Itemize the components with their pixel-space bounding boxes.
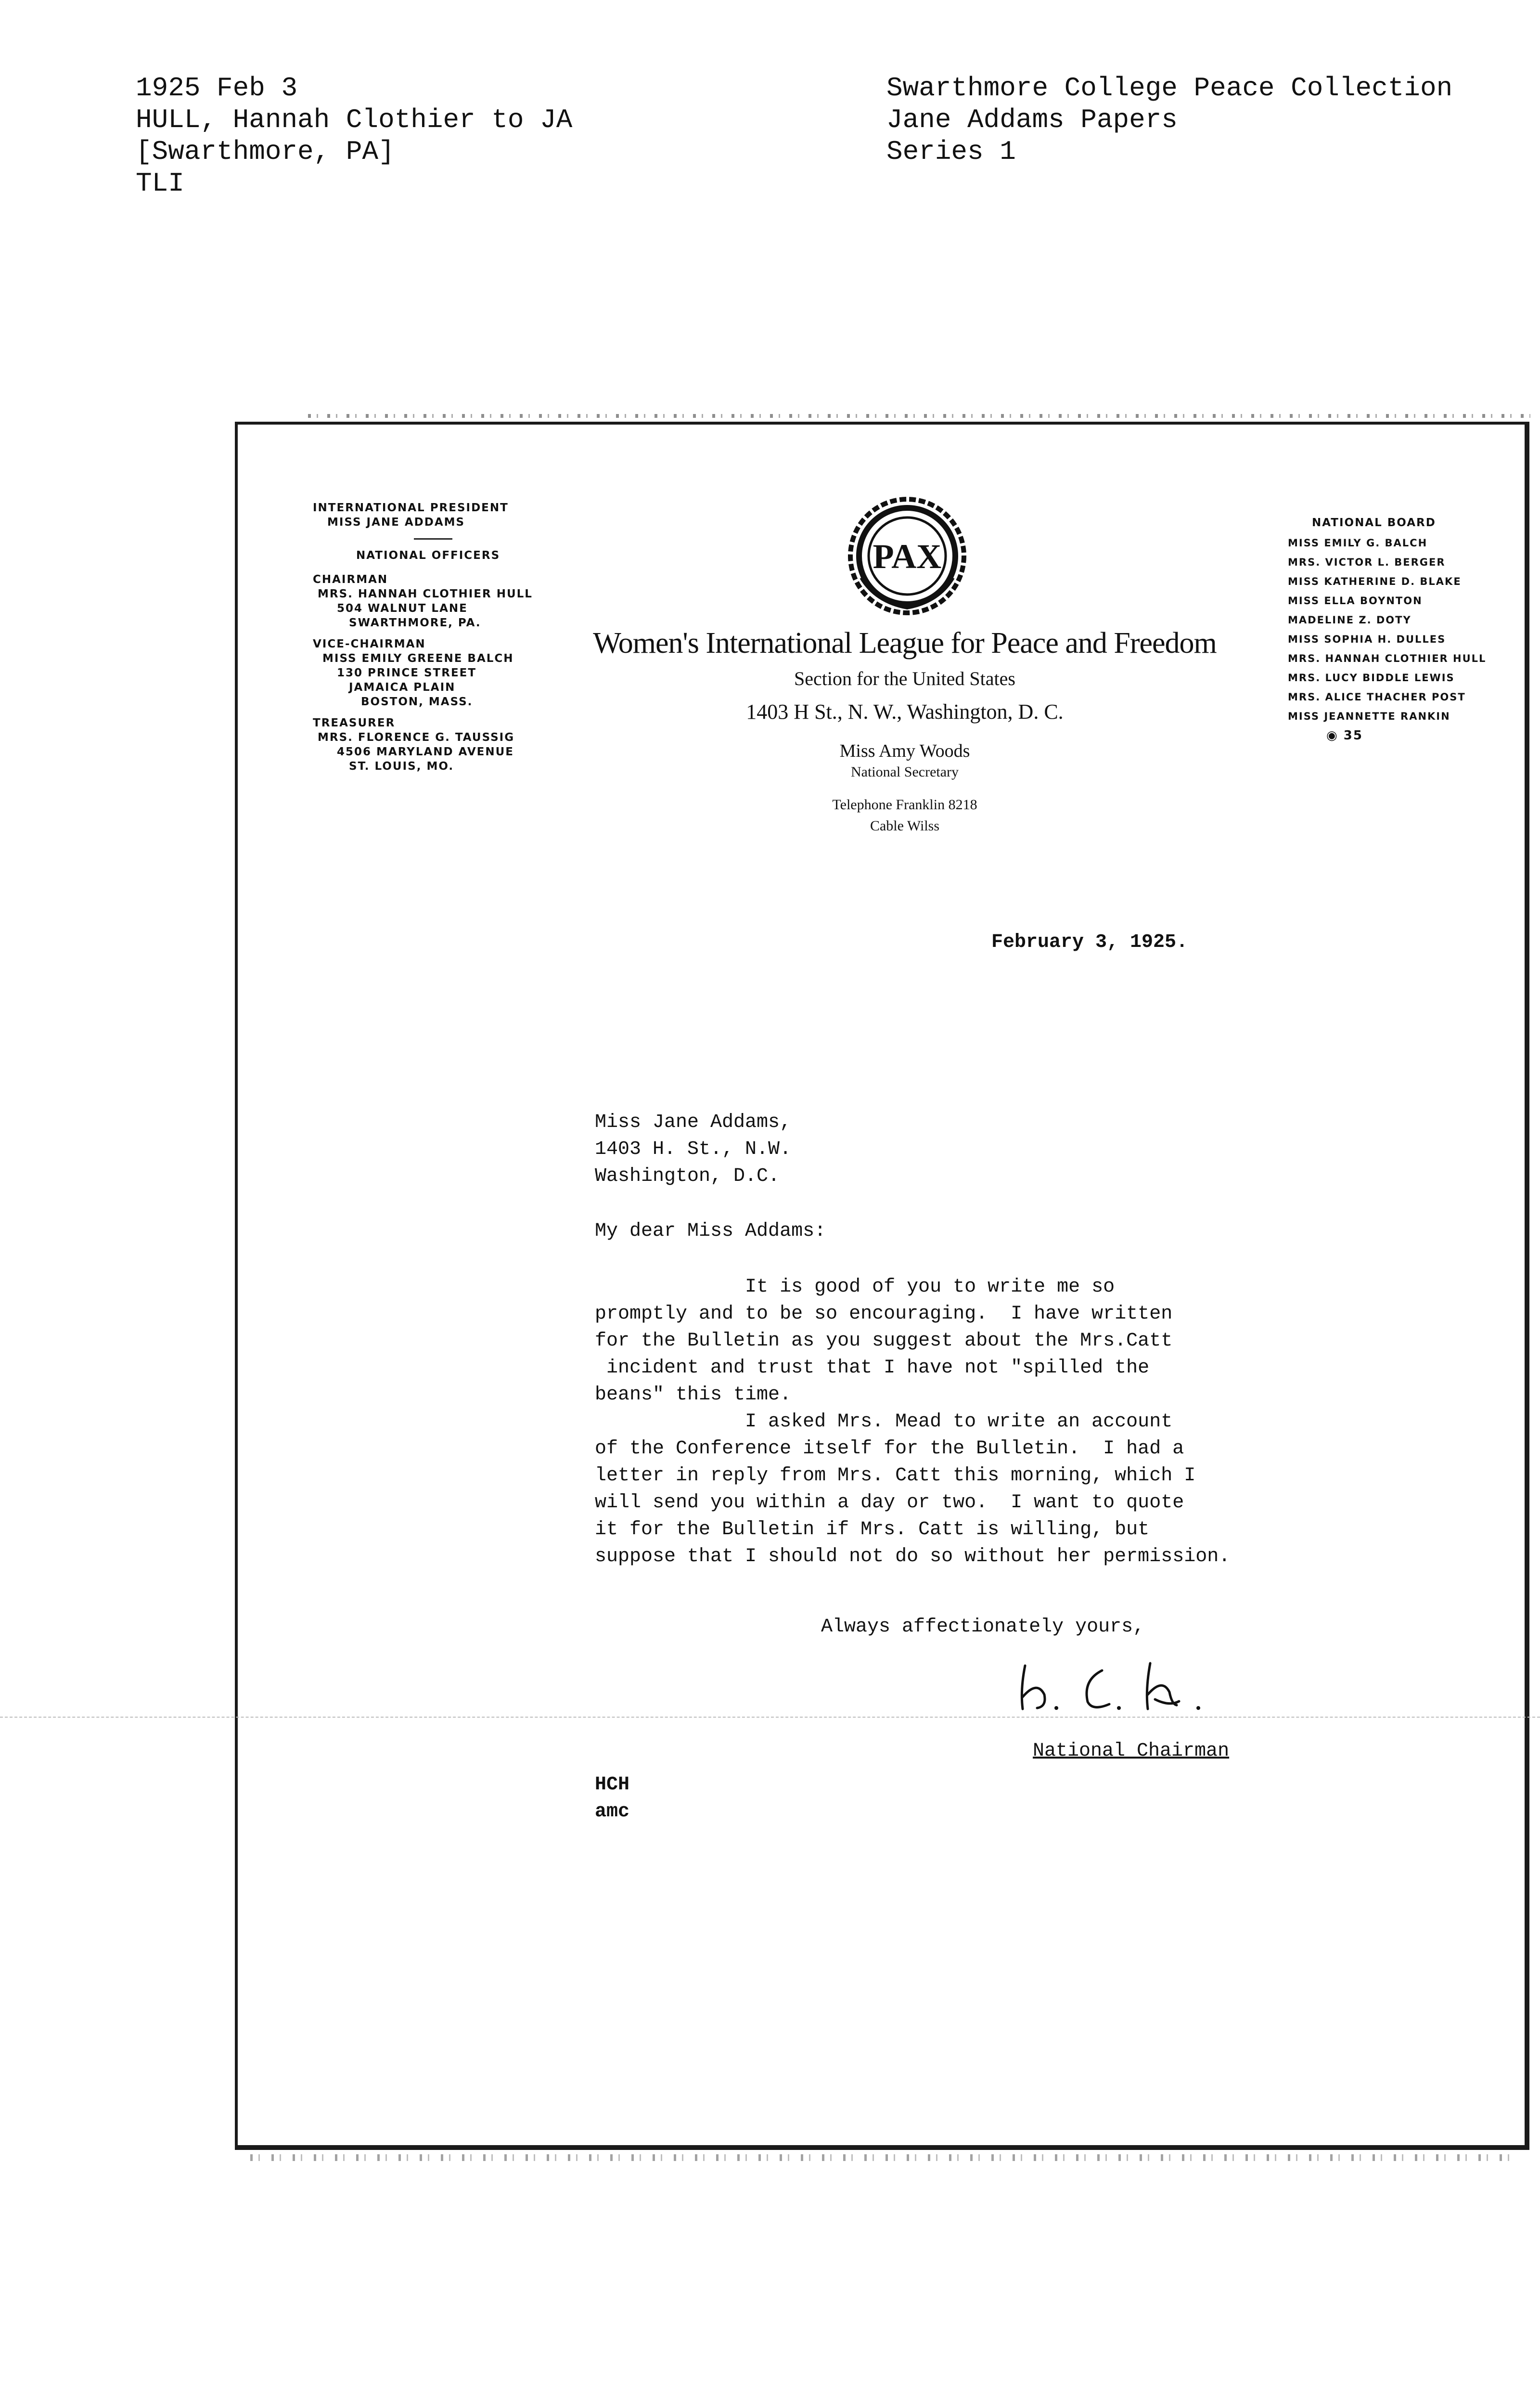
divider: [414, 538, 452, 540]
body-line: It is good of you to write me so: [595, 1276, 1115, 1298]
archive-place: [Swarthmore, PA]: [136, 136, 395, 167]
treasurer-address-line: ST. LOUIS, MO.: [349, 760, 454, 773]
vice-chairman-name: MISS EMILY GREENE BALCH: [322, 652, 514, 665]
intl-president-label: INTERNATIONAL PRESIDENT: [313, 502, 509, 514]
letterhead-officers: [313, 501, 533, 774]
body-line: suppose that I should not do so without her permission.: [595, 1546, 1231, 1567]
secretary-name: Miss Amy Woods: [839, 741, 970, 761]
treasurer-name: MRS. FLORENCE G. TAUSSIG: [318, 731, 515, 744]
intl-president-name: MISS JANE ADDAMS: [327, 516, 465, 529]
inside-address: [595, 1109, 791, 1190]
national-board-title: NATIONAL BOARD: [1312, 517, 1436, 529]
union-label: [1326, 726, 1486, 745]
organization-name: Women's International League for Peace and Freedom: [593, 627, 1217, 660]
collection-papers: Jane Addams Papers: [886, 104, 1178, 135]
typist-initials: amc: [595, 1801, 630, 1823]
scan-artifact-line: [0, 1717, 1540, 1718]
board-member: MRS. LUCY BIDDLE LEWIS: [1288, 672, 1455, 684]
chairman-name: MRS. HANNAH CLOTHIER HULL: [318, 588, 533, 600]
treasurer-address-line: 4506 MARYLAND AVENUE: [337, 746, 514, 758]
letter-body: [595, 1274, 1230, 1570]
collection-series: Series 1: [886, 136, 1016, 167]
body-line: beans" this time.: [595, 1384, 792, 1406]
emblem-text: PAX: [873, 537, 942, 576]
board-member: MRS. VICTOR L. BERGER: [1288, 556, 1446, 568]
organization-section: Section for the United States: [794, 668, 1015, 689]
chairman-address-line: SWARTHMORE, PA.: [349, 617, 481, 629]
board-member: MRS. ALICE THACHER POST: [1288, 691, 1466, 703]
union-label-number: 35: [1343, 728, 1363, 743]
collection-name: Swarthmore College Peace Collection: [886, 73, 1453, 104]
pax-wreath-emblem: [847, 496, 967, 616]
inside-address-line: Washington, D.C.: [595, 1165, 780, 1187]
board-member: MISS SOPHIA H. DULLES: [1288, 634, 1446, 645]
archive-citation: [136, 72, 572, 199]
chairman-label: CHAIRMAN: [313, 573, 388, 586]
handwritten-signature: [1011, 1651, 1213, 1719]
body-line: incident and trust that I have not "spilled the: [595, 1357, 1150, 1379]
archive-doc-type: TLI: [136, 168, 184, 199]
letter-date: February 3, 1925.: [991, 932, 1188, 953]
body-line: I asked Mrs. Mead to write an account: [595, 1411, 1173, 1433]
national-officers-label: NATIONAL OFFICERS: [356, 549, 500, 562]
inside-address-line: Miss Jane Addams,: [595, 1112, 792, 1133]
vice-chairman-address-line: BOSTON, MASS.: [361, 696, 473, 708]
archive-correspondents: HULL, Hannah Clothier to JA: [136, 104, 573, 135]
telephone: Telephone Franklin 8218: [832, 797, 977, 813]
organization-address: 1403 H St., N. W., Washington, D. C.: [746, 700, 1064, 724]
board-member: MISS KATHERINE D. BLAKE: [1288, 576, 1462, 587]
reference-initials: [595, 1772, 629, 1825]
scan-edge-bottom: [250, 2154, 1521, 2161]
vice-chairman-address-line: 130 PRINCE STREET: [337, 667, 477, 679]
body-line: it for the Bulletin if Mrs. Catt is willing, but: [595, 1519, 1150, 1540]
body-line: of the Conference itself for the Bulletin. I had a: [595, 1438, 1184, 1460]
union-bug-icon: ◉: [1326, 728, 1338, 743]
board-member: MISS ELLA BOYNTON: [1288, 595, 1423, 607]
salutation: My dear Miss Addams:: [595, 1220, 826, 1242]
inside-address-line: 1403 H. St., N.W.: [595, 1139, 792, 1160]
body-line: letter in reply from Mrs. Catt this morning, which I: [595, 1465, 1196, 1487]
treasurer-label: TREASURER: [313, 717, 396, 729]
body-line: will send you within a day or two. I want to quote: [595, 1492, 1184, 1514]
chairman-address-line: 504 WALNUT LANE: [337, 602, 468, 615]
scan-edge-top: [308, 414, 1530, 418]
body-line: for the Bulletin as you suggest about the Mrs.Catt: [595, 1330, 1173, 1352]
board-member: MRS. HANNAH CLOTHIER HULL: [1288, 653, 1487, 664]
board-member: MISS EMILY G. BALCH: [1288, 537, 1428, 549]
cable-address: Cable Wilss: [870, 818, 940, 834]
archive-collection: [886, 72, 1452, 168]
author-initials: HCH: [595, 1774, 630, 1796]
signer-title: National Chairman: [1033, 1740, 1230, 1762]
vice-chairman-label: VICE-CHAIRMAN: [313, 638, 426, 650]
closing: Always affectionately yours,: [821, 1616, 1145, 1638]
board-member: MADELINE Z. DOTY: [1288, 614, 1412, 626]
board-member: MISS JEANNETTE RANKIN: [1288, 711, 1450, 722]
secretary-title: National Secretary: [850, 764, 959, 780]
national-board: [1288, 513, 1486, 745]
letterhead-organization: [568, 624, 1242, 837]
archive-date: 1925 Feb 3: [136, 73, 298, 104]
body-line: promptly and to be so encouraging. I have written: [595, 1303, 1173, 1325]
vice-chairman-address-line: JAMAICA PLAIN: [349, 681, 456, 694]
